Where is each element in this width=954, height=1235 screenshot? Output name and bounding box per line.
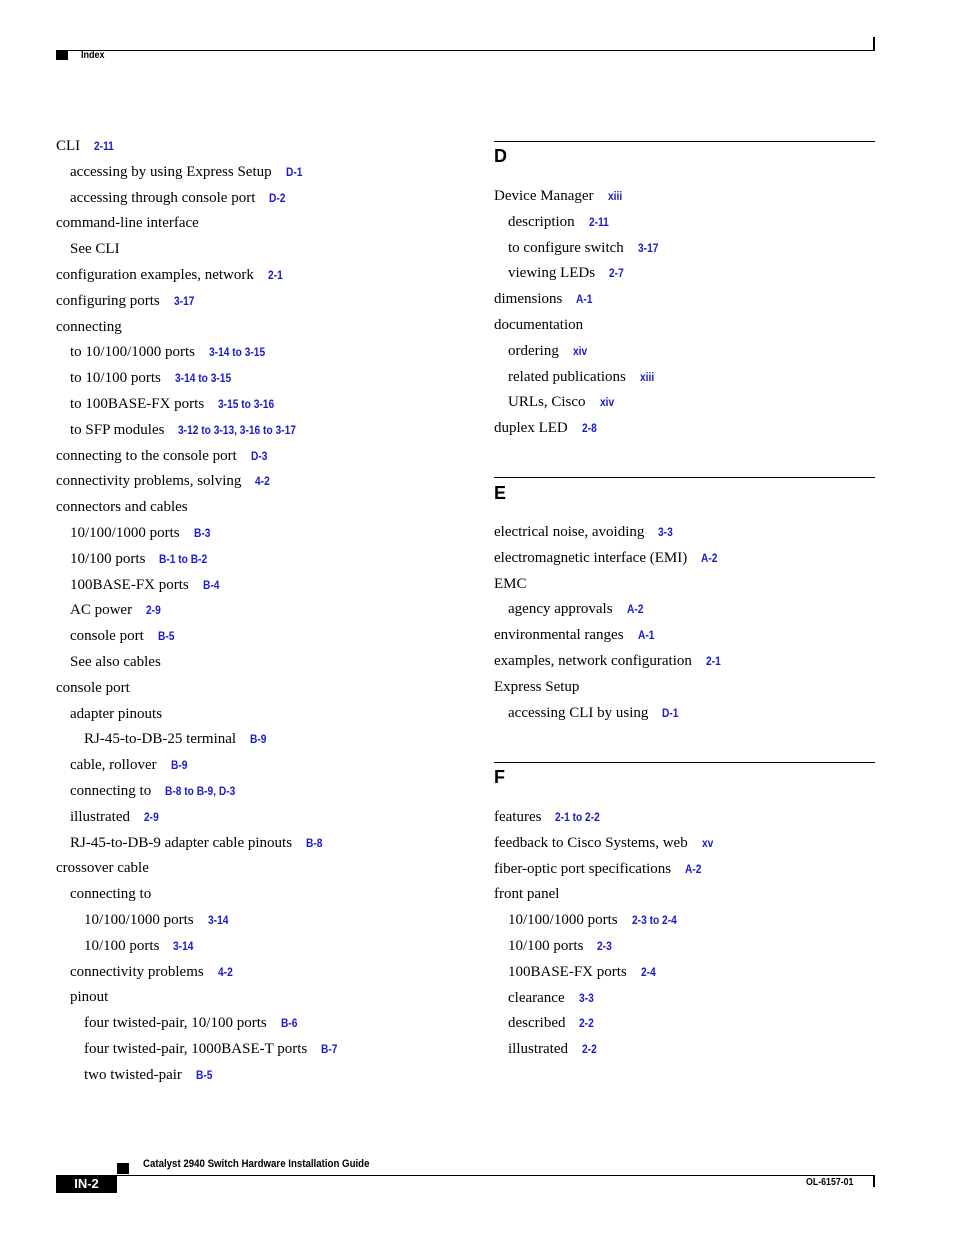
index-term: clearance bbox=[508, 989, 565, 1006]
page-reference-link[interactable]: xv bbox=[701, 835, 714, 850]
index-term: to 10/100 ports bbox=[70, 370, 161, 387]
index-term: electrical noise, avoiding bbox=[494, 524, 645, 540]
page-reference-link[interactable]: 3-17 bbox=[637, 240, 659, 255]
page-reference-link[interactable]: 2-1 bbox=[705, 654, 721, 668]
index-entry bbox=[70, 988, 108, 1006]
index-entry bbox=[494, 678, 579, 696]
page-reference-link[interactable]: 3-14 to 3-15 bbox=[209, 345, 266, 360]
index-entry bbox=[508, 342, 590, 360]
index-entry bbox=[508, 1040, 599, 1058]
footer-page-number: IN-2 bbox=[56, 1175, 117, 1193]
index-term: description bbox=[508, 213, 575, 230]
index-entry bbox=[84, 1066, 215, 1084]
index-term: console port bbox=[56, 679, 130, 696]
index-entry bbox=[70, 705, 162, 723]
page-reference-link[interactable]: B-4 bbox=[202, 577, 220, 592]
page-reference-link[interactable]: 2-2 bbox=[579, 1016, 595, 1031]
page-reference-link[interactable]: 2-4 bbox=[640, 964, 656, 979]
index-entry bbox=[508, 963, 658, 981]
page-reference-link[interactable]: 3-17 bbox=[173, 293, 195, 308]
index-entry bbox=[494, 549, 721, 567]
index-term: two twisted-pair bbox=[84, 1066, 182, 1083]
section-rule bbox=[494, 141, 875, 142]
index-term: connectors and cables bbox=[56, 499, 188, 516]
index-entry bbox=[494, 834, 715, 852]
index-term: connecting to the console port bbox=[56, 447, 237, 464]
page-reference-link[interactable]: xiii bbox=[639, 369, 655, 384]
section-letter-heading: F bbox=[494, 767, 505, 787]
index-term: front panel bbox=[494, 886, 560, 903]
index-entry bbox=[508, 937, 615, 955]
index-term: EMC bbox=[494, 575, 527, 592]
footer-rule bbox=[56, 1175, 874, 1176]
index-term: to 100BASE-FX ports bbox=[70, 396, 205, 412]
page-reference-link[interactable]: A-1 bbox=[576, 292, 593, 307]
index-entry bbox=[70, 189, 289, 207]
index-entry bbox=[494, 808, 608, 826]
index-entry bbox=[70, 601, 163, 619]
index-term: See also cables bbox=[70, 654, 161, 670]
index-term: to 10/100/1000 ports bbox=[70, 344, 196, 361]
page-reference-link[interactable]: D-3 bbox=[250, 448, 268, 463]
page-reference-link[interactable]: B-9 bbox=[250, 732, 267, 747]
index-entry bbox=[70, 240, 120, 258]
page-reference-link[interactable]: xiv bbox=[599, 395, 614, 410]
page-reference-link[interactable]: B-6 bbox=[280, 1016, 298, 1031]
index-entry bbox=[70, 576, 222, 594]
index-entry bbox=[494, 885, 559, 903]
index-entry bbox=[56, 266, 285, 284]
index-term: accessing CLI by using bbox=[508, 704, 649, 721]
header-section-title: Index bbox=[81, 50, 105, 61]
page-reference-link[interactable]: 3-14 bbox=[207, 913, 229, 927]
index-term: 100BASE-FX ports bbox=[70, 576, 189, 593]
index-term: viewing LEDs bbox=[508, 265, 596, 282]
index-entry bbox=[508, 393, 616, 411]
index-term: environmental ranges bbox=[494, 627, 624, 644]
page-reference-link[interactable]: B-8 bbox=[306, 835, 323, 850]
page-reference-link[interactable]: xiii bbox=[607, 189, 622, 203]
index-term: fiber-optic port specifications bbox=[494, 860, 672, 877]
index-term: 10/100 ports bbox=[84, 937, 160, 954]
section-rule bbox=[494, 762, 875, 763]
page-reference-link[interactable]: A-2 bbox=[685, 861, 702, 876]
index-entry bbox=[70, 653, 161, 671]
header-marker bbox=[56, 50, 68, 60]
index-term: 10/100 ports bbox=[70, 550, 146, 567]
index-term: connecting bbox=[56, 318, 122, 335]
page-reference-link[interactable]: B-3 bbox=[193, 526, 211, 540]
index-entry bbox=[70, 782, 248, 800]
index-entry bbox=[508, 213, 612, 231]
page-reference-link[interactable]: D-1 bbox=[285, 164, 303, 179]
page-reference-link[interactable]: xiv bbox=[572, 343, 588, 358]
page-reference-link[interactable]: A-2 bbox=[701, 550, 718, 565]
index-entry bbox=[508, 704, 682, 722]
page-reference-link[interactable]: 3-3 bbox=[658, 525, 674, 539]
index-entry bbox=[84, 1014, 300, 1032]
index-term: RJ-45-to-DB-25 terminal bbox=[84, 731, 237, 748]
index-entry bbox=[84, 730, 269, 748]
page-reference-link[interactable]: 4-2 bbox=[217, 964, 233, 979]
index-term: electromagnetic interface (EMI) bbox=[494, 549, 688, 566]
index-term: crossover cable bbox=[56, 860, 149, 877]
index-entry bbox=[508, 911, 684, 929]
page-reference-link[interactable]: 2-7 bbox=[609, 266, 624, 281]
index-term: related publications bbox=[508, 368, 626, 385]
index-term: cable, rollover bbox=[70, 757, 157, 774]
page-reference-link[interactable]: D-1 bbox=[662, 705, 679, 720]
page-reference-link[interactable]: 2-2 bbox=[582, 1042, 597, 1057]
index-term: feedback to Cisco Systems, web bbox=[494, 834, 688, 851]
page-reference-link[interactable]: 2-11 bbox=[588, 214, 609, 229]
index-entry bbox=[56, 498, 188, 516]
index-term: illustrated bbox=[508, 1041, 568, 1058]
page-reference-link[interactable]: 2-9 bbox=[146, 603, 161, 618]
index-term: dimensions bbox=[494, 291, 563, 308]
index-entry bbox=[494, 523, 676, 541]
index-term: configuring ports bbox=[56, 292, 160, 309]
index-entry bbox=[70, 756, 190, 774]
index-term: examples, network configuration bbox=[494, 653, 692, 669]
index-term: 10/100 ports bbox=[508, 938, 584, 954]
index-term: 100BASE-FX ports bbox=[508, 963, 627, 980]
page-reference-link[interactable]: 2-1 bbox=[267, 268, 283, 282]
header-tick bbox=[873, 37, 875, 51]
page-reference-link[interactable]: B-5 bbox=[157, 629, 175, 644]
index-entry bbox=[494, 187, 624, 205]
index-entry bbox=[56, 472, 273, 490]
page-reference-link[interactable]: B-1 to B-2 bbox=[159, 551, 208, 566]
index-entry bbox=[84, 937, 197, 955]
page-reference-link[interactable]: 2-11 bbox=[94, 139, 115, 153]
page-reference-link[interactable]: 2-8 bbox=[581, 421, 597, 436]
page-reference-link[interactable]: 2-1 to 2-2 bbox=[555, 810, 601, 824]
index-entry bbox=[56, 679, 130, 697]
page-reference-link[interactable]: B-5 bbox=[195, 1067, 213, 1082]
index-term: 10/100/1000 ports bbox=[508, 912, 618, 929]
index-term: Device Manager bbox=[494, 188, 594, 204]
index-entry bbox=[56, 214, 199, 232]
footer-guide-title: Catalyst 2940 Switch Hardware Installation Guide bbox=[143, 1158, 370, 1170]
index-term: 10/100/1000 ports bbox=[70, 525, 180, 541]
page-reference-link[interactable]: B-8 to B-9, D-3 bbox=[165, 784, 236, 798]
index-term: agency approvals bbox=[508, 601, 613, 618]
section-rule bbox=[494, 477, 875, 478]
index-entry bbox=[494, 626, 657, 644]
index-entry bbox=[56, 292, 198, 310]
index-term: to configure switch bbox=[508, 239, 624, 256]
footer-tick bbox=[873, 1175, 875, 1187]
index-entry bbox=[494, 419, 599, 437]
page-reference-link[interactable]: B-7 bbox=[321, 1042, 338, 1056]
page-reference-link[interactable]: A-2 bbox=[626, 602, 643, 617]
index-term: command-line interface bbox=[56, 215, 199, 232]
index-term: pinout bbox=[70, 989, 109, 1006]
index-entry bbox=[56, 447, 270, 465]
index-term: four twisted-pair, 1000BASE-T ports bbox=[84, 1041, 308, 1057]
index-entry bbox=[70, 808, 161, 826]
index-term: accessing through console port bbox=[70, 189, 256, 206]
page-reference-link[interactable]: 3-14 bbox=[173, 938, 194, 953]
page-reference-link[interactable]: A-1 bbox=[637, 628, 654, 643]
index-entry bbox=[84, 911, 232, 929]
index-term: URLs, Cisco bbox=[508, 394, 586, 411]
index-entry bbox=[508, 368, 657, 386]
page-reference-link[interactable]: 3-14 to 3-15 bbox=[174, 371, 231, 386]
page-reference-link[interactable]: 3-12 to 3-13, 3-16 to 3-17 bbox=[178, 422, 297, 437]
index-term: connecting to bbox=[70, 886, 152, 903]
index-term: connecting to bbox=[70, 783, 152, 799]
index-entry bbox=[494, 652, 723, 670]
index-term: connectivity problems bbox=[70, 963, 204, 980]
page-reference-link[interactable]: 2-3 to 2-4 bbox=[631, 913, 677, 928]
index-entry bbox=[70, 885, 151, 903]
index-entry bbox=[508, 989, 596, 1007]
page-reference-link[interactable]: 2-3 bbox=[597, 939, 613, 953]
index-entry bbox=[56, 137, 118, 155]
index-entry bbox=[508, 239, 662, 257]
index-entry bbox=[70, 524, 213, 542]
index-term: CLI bbox=[56, 138, 81, 154]
index-term: connectivity problems, solving bbox=[56, 473, 242, 490]
index-term: AC power bbox=[70, 602, 133, 619]
index-entry bbox=[494, 575, 527, 593]
index-entry bbox=[508, 600, 646, 618]
index-entry bbox=[70, 550, 216, 568]
index-term: configuration examples, network bbox=[56, 267, 254, 283]
section-letter-heading: E bbox=[494, 483, 507, 503]
page-reference-link[interactable]: 3-3 bbox=[578, 990, 594, 1005]
index-term: 10/100/1000 ports bbox=[84, 912, 194, 928]
index-entry bbox=[508, 1014, 597, 1032]
index-entry bbox=[70, 343, 275, 361]
index-term: four twisted-pair, 10/100 ports bbox=[84, 1015, 267, 1032]
index-term: See CLI bbox=[70, 241, 120, 258]
index-entry bbox=[70, 369, 241, 387]
index-entry bbox=[494, 860, 704, 878]
page-reference-link[interactable]: 3-15 to 3-16 bbox=[218, 397, 275, 411]
page-reference-link[interactable]: B-9 bbox=[170, 758, 188, 773]
index-entry bbox=[56, 318, 122, 336]
index-term: RJ-45-to-DB-9 adapter cable pinouts bbox=[70, 834, 293, 851]
index-entry bbox=[70, 163, 305, 181]
header-rule bbox=[56, 50, 874, 51]
index-term: ordering bbox=[508, 342, 559, 359]
index-entry bbox=[70, 421, 317, 439]
index-entry bbox=[508, 264, 626, 282]
footer-doc-number: OL-6157-01 bbox=[806, 1177, 854, 1188]
index-term: adapter pinouts bbox=[70, 705, 163, 722]
footer-marker bbox=[117, 1163, 129, 1174]
page-reference-link[interactable]: D-2 bbox=[269, 190, 286, 205]
index-term: accessing by using Express Setup bbox=[70, 163, 272, 180]
index-entry bbox=[494, 316, 583, 334]
index-entry bbox=[56, 859, 149, 877]
index-entry bbox=[70, 627, 177, 645]
index-term: console port bbox=[70, 628, 144, 645]
index-term: to SFP modules bbox=[70, 421, 165, 438]
index-term: features bbox=[494, 809, 542, 825]
index-entry bbox=[70, 834, 325, 852]
index-entry bbox=[70, 395, 284, 413]
index-term: illustrated bbox=[70, 808, 130, 825]
section-letter-heading: D bbox=[494, 146, 507, 166]
index-term: duplex LED bbox=[494, 420, 568, 437]
index-term: Express Setup bbox=[494, 678, 580, 695]
page-reference-link[interactable]: 4-2 bbox=[255, 474, 271, 489]
page-reference-link[interactable]: 2-9 bbox=[144, 809, 159, 824]
index-term: described bbox=[508, 1015, 566, 1032]
index-term: documentation bbox=[494, 317, 584, 333]
index-entry bbox=[494, 290, 596, 308]
index-entry bbox=[70, 963, 235, 981]
index-entry bbox=[84, 1040, 341, 1058]
